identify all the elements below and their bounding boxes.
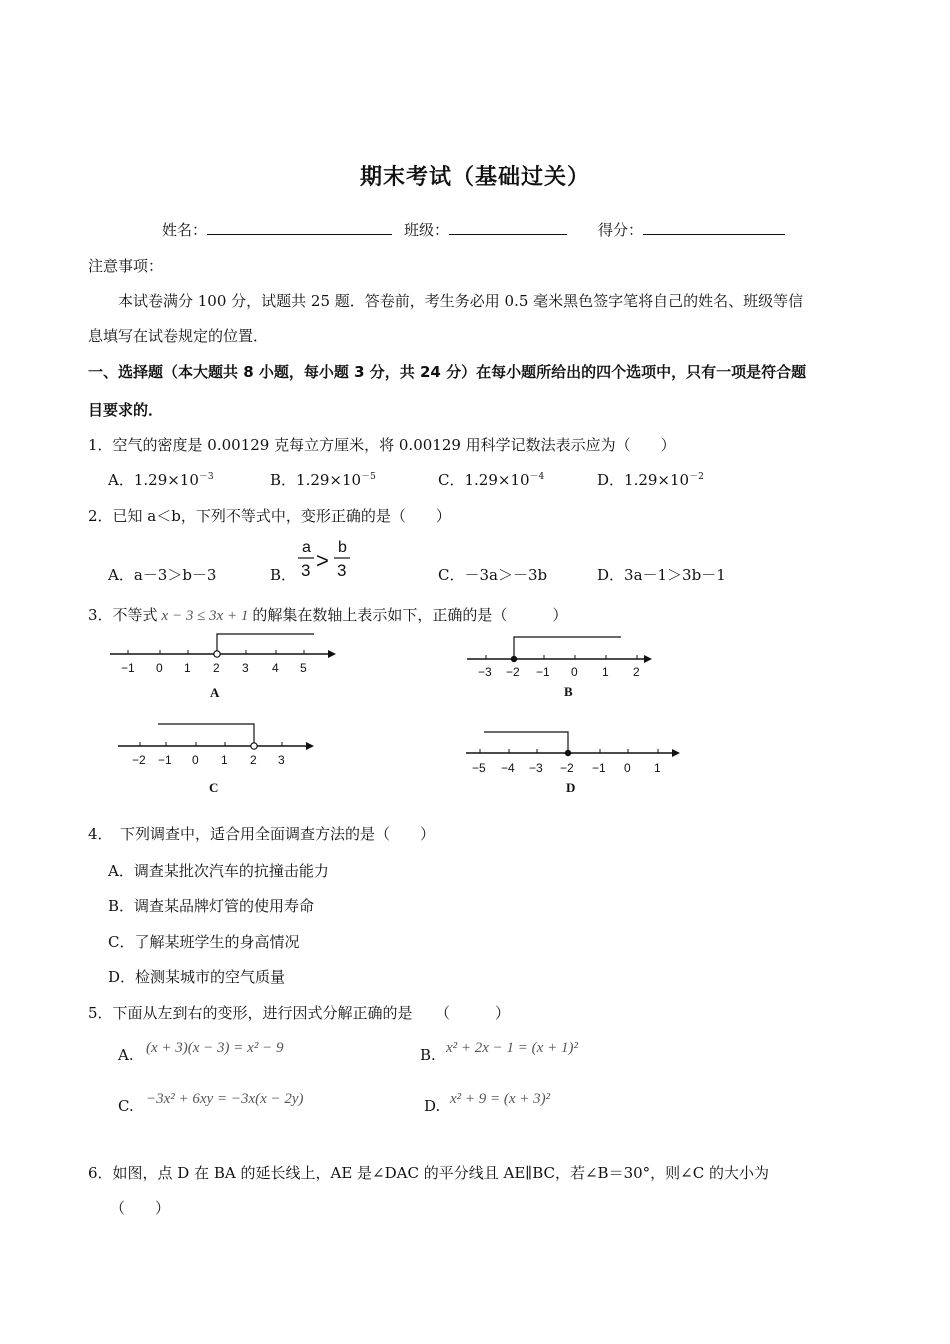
axis-c-open-point bbox=[251, 743, 257, 749]
q3-stem-pre: 3．不等式 bbox=[88, 606, 158, 624]
axis-d-tick-label: −3 bbox=[529, 761, 543, 775]
section-1-heading: 一、选择题（本大题共 8 小题，每小题 3 分，共 24 分）在每小题所给出的四个选项中，只有一项是符合题 bbox=[88, 363, 807, 381]
class-label: 班级： bbox=[404, 221, 450, 239]
q4-option-d: D．检测某城市的空气质量 bbox=[108, 968, 286, 986]
axis-c-tick-label: 3 bbox=[278, 753, 285, 767]
q1-option-c: C．$1.29\times 10^{-4}$ bbox=[438, 471, 545, 489]
axis-d-tick-label: −5 bbox=[472, 761, 486, 775]
axis-a-tick-label: −1 bbox=[121, 661, 135, 675]
axis-c-tick-label: 1 bbox=[221, 753, 228, 767]
axis-b-tick-label: 1 bbox=[602, 665, 609, 679]
axis-b-solution-bracket bbox=[514, 637, 621, 659]
q2-option-b-fraction bbox=[294, 538, 356, 584]
q2-b-num-a: a bbox=[302, 539, 311, 556]
q5-option-d-label: D. bbox=[424, 1097, 441, 1115]
axis-a-arrow bbox=[328, 650, 336, 658]
axis-c-tick-label: −2 bbox=[132, 753, 146, 767]
q2-option-a: A．a－3＞b－3 bbox=[108, 566, 217, 584]
axis-d-label: D bbox=[566, 780, 576, 795]
q2-option-d: D．3a－1＞3b－1 bbox=[597, 566, 726, 584]
q2-b-num-b: b bbox=[338, 539, 347, 556]
axis-a-tick-label: 2 bbox=[213, 661, 220, 675]
q3-stem bbox=[88, 604, 567, 625]
q1-option-a: A．$1.29\times 10^{-3}$ bbox=[108, 471, 214, 489]
notice-line-1: 本试卷满分 100 分，试题共 25 题．答卷前，考生务必用 0.5 毫米黑色签字笔将自己的姓名、班级等信 bbox=[118, 292, 804, 310]
q6-stem: 6．如图，点 D 在 BA 的延长线上，AE 是∠DAC 的平分线且 AE∥BC，若∠B＝30°，则∠C 的大小为 bbox=[88, 1164, 769, 1182]
axis-d-tick-label: 0 bbox=[624, 761, 631, 775]
q2-option-b-label: B． bbox=[270, 566, 297, 584]
axis-c-solution-bracket bbox=[158, 724, 254, 746]
q5-option-c-label: C. bbox=[118, 1097, 134, 1115]
q3-numberline-c bbox=[118, 716, 318, 796]
axis-b-tick-label: −2 bbox=[506, 665, 520, 679]
axis-a-tick-label: 3 bbox=[242, 661, 249, 675]
axis-c-tick-label: −1 bbox=[158, 753, 172, 767]
notice-line-2: 息填写在试卷规定的位置． bbox=[88, 327, 269, 345]
q5-stem: 5．下面从左到右的变形，进行因式分解正确的是 （ ） bbox=[88, 1004, 511, 1022]
axis-a-tick-label: 1 bbox=[184, 661, 191, 675]
axis-b-tick-label: 0 bbox=[571, 665, 578, 679]
q5-option-a-math: (x + 3)(x − 3) = x² − 9 bbox=[146, 1040, 284, 1056]
q5-option-a-label: A. bbox=[118, 1046, 134, 1064]
axis-b-label: B bbox=[564, 684, 573, 699]
q1-option-b: B．$1.29\times 10^{-5}$ bbox=[270, 471, 376, 489]
q2-option-c: C．－3a＞－3b bbox=[438, 566, 548, 584]
axis-a-open-point bbox=[214, 651, 220, 657]
q2-stem: 2．已知 a＜b，下列不等式中，变形正确的是（ ） bbox=[88, 507, 451, 525]
axis-a-label: A bbox=[210, 685, 220, 700]
axis-c-arrow bbox=[306, 742, 314, 750]
axis-d-solution-bracket bbox=[484, 732, 568, 753]
axis-b-closed-point bbox=[511, 656, 517, 662]
axis-a-tick-label: 0 bbox=[156, 661, 163, 675]
q3-numberline-b bbox=[462, 628, 658, 704]
name-label: 姓名： bbox=[162, 221, 208, 239]
axis-d-arrow bbox=[672, 749, 680, 757]
name-blank bbox=[207, 218, 392, 235]
section-1-heading-cont: 目要求的． bbox=[88, 401, 164, 419]
axis-d-closed-point bbox=[565, 750, 571, 756]
q3-numberline-d bbox=[462, 720, 688, 800]
axis-d-tick-label: 1 bbox=[654, 761, 661, 775]
q5-option-c-math: −3x² + 6xy = −3x(x − 2y) bbox=[146, 1091, 304, 1107]
q2-b-den-b: 3 bbox=[337, 561, 347, 580]
q5-option-b-label: B. bbox=[420, 1046, 436, 1064]
name-field bbox=[162, 218, 392, 240]
q4-stem: 4． 下列调查中，适合用全面调查方法的是（ ） bbox=[88, 825, 436, 843]
q2-b-sign: > bbox=[316, 548, 329, 573]
axis-b-tick-label: 2 bbox=[633, 665, 640, 679]
q2-b-den-a: 3 bbox=[301, 561, 311, 580]
axis-c-tick-label: 0 bbox=[192, 753, 199, 767]
page-title: 期末考试（基础过关） bbox=[359, 165, 590, 190]
q4-option-a: A．调查某批次汽车的抗撞击能力 bbox=[108, 862, 329, 880]
score-blank bbox=[643, 218, 785, 235]
q4-option-b: B．调查某品牌灯管的使用寿命 bbox=[108, 897, 315, 915]
axis-a-tick-label: 5 bbox=[300, 661, 307, 675]
axis-b-tick-label: −3 bbox=[478, 665, 492, 679]
axis-c-label: C bbox=[209, 780, 219, 795]
axis-d-tick-label: −4 bbox=[501, 761, 515, 775]
q5-option-b-math: x² + 2x − 1 = (x + 1)² bbox=[446, 1040, 578, 1056]
class-blank bbox=[449, 218, 567, 235]
q3-stem-post: 的解集在数轴上表示如下，正确的是（ ） bbox=[252, 606, 568, 624]
axis-a-tick-label: 4 bbox=[272, 661, 279, 675]
q3-numberline-a bbox=[110, 626, 340, 702]
score-field bbox=[598, 218, 785, 240]
q3-stem-math: x − 3 ≤ 3x + 1 bbox=[161, 608, 249, 624]
q6-answer-paren: （ ） bbox=[110, 1199, 171, 1217]
notice-heading: 注意事项： bbox=[88, 257, 164, 275]
q5-option-d-math: x² + 9 = (x + 3)² bbox=[450, 1091, 551, 1107]
axis-c-tick-label: 2 bbox=[250, 753, 257, 767]
q1-stem: 1．空气的密度是 0.00129 克每立方厘米，将 0.00129 用科学记数法表示应为（ ） bbox=[88, 436, 676, 454]
axis-b-tick-label: −1 bbox=[536, 665, 550, 679]
q1-option-d: D．$1.29\times 10^{-2}$ bbox=[597, 471, 704, 489]
axis-d-tick-label: −1 bbox=[592, 761, 606, 775]
axis-b-arrow bbox=[644, 655, 652, 663]
axis-a-solution-bracket bbox=[217, 634, 314, 654]
q4-option-c: C．了解某班学生的身高情况 bbox=[108, 933, 300, 951]
axis-d-tick-label: −2 bbox=[560, 761, 574, 775]
score-label: 得分： bbox=[598, 221, 644, 239]
class-field bbox=[404, 218, 567, 240]
